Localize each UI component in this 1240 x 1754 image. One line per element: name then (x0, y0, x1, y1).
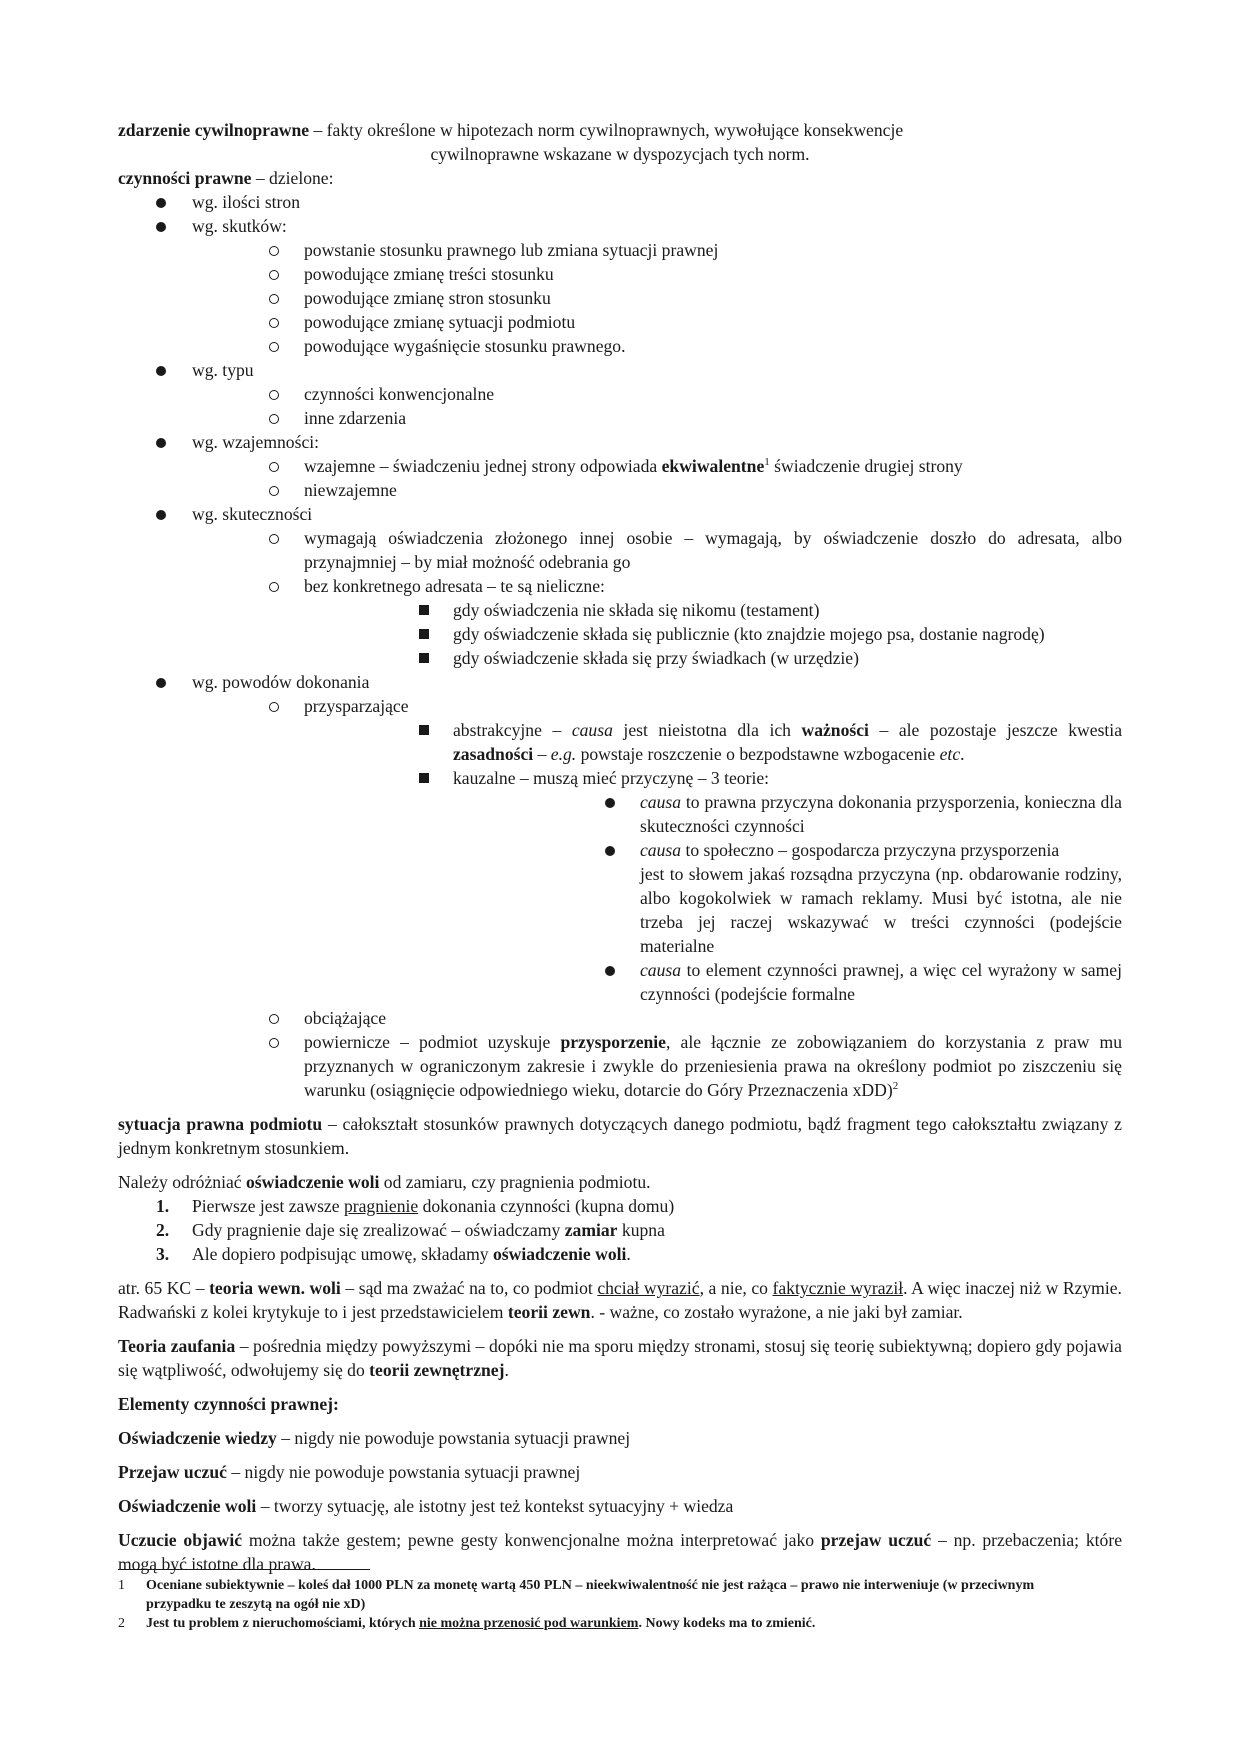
circle-bullet-icon (269, 462, 279, 472)
square-bullet-icon (419, 725, 429, 735)
list-item: obciążające (192, 1006, 1122, 1030)
acts-heading: czynności prawne – dzielone: (118, 168, 334, 188)
footnote-separator (118, 1569, 370, 1570)
list-item: gdy oświadczenie składa się przy świadkach (w urzędzie) (304, 646, 1122, 670)
list-item: niewzajemne (192, 478, 1122, 502)
list-item: abstrakcyjne – causa jest nieistotna dla ich ważności – ale pozostaje jeszcze kwestia zasadności – e.g. powstaje roszczenie o bezpodstawne wzbogacenie etc. (304, 718, 1122, 766)
list-item: powodujące wygaśnięcie stosunku prawnego. (192, 334, 1122, 358)
bullet-icon (156, 678, 166, 688)
bullet-icon (156, 438, 166, 448)
bullet-icon (156, 510, 166, 520)
list-item: bez konkretnego adresata – te są nieliczne: gdy oświadczenia nie składa się nikomu (testament) gdy oświadczenie składa się publicznie (kto znajdzie mojego psa, dostanie nagrodę) gdy oświadczenie składa się przy świadkach (w urzędzie) (192, 574, 1122, 670)
list-item: wg. ilości stron (118, 190, 1122, 214)
intro-paragraph: zdarzenie cywilnoprawne – fakty określone w hipotezach norm cywilnoprawnych, wywołujące konsekwencje (118, 120, 904, 140)
list-item: causa to prawna przyczyna dokonania przysporzenia, konieczna dla skuteczności czynności (453, 790, 1122, 838)
list-item: powodujące zmianę sytuacji podmiotu (192, 310, 1122, 334)
bullet-icon (156, 366, 166, 376)
element-knowledge: Oświadczenie wiedzy – nigdy nie powoduje powstania sytuacji prawnej (118, 1428, 631, 1448)
element-feelings: Przejaw uczuć – nigdy nie powoduje powstania sytuacji prawnej (118, 1462, 581, 1482)
element-gesture: Uczucie objawić można także gestem; pewne gesty konwencjonalne można interpretować jako przejaw uczuć – np. przebaczenia; które mogą być istotne dla prawa. (118, 1530, 1122, 1574)
list-item: przysparzające abstrakcyjne – causa jest nieistotna dla ich ważności – ale pozostaje jeszcze kwestia zasadności – e.g. powstaje roszczenie o bezpodstawne wzbogacenie etc. kauzalne – muszą mieć przyczynę – 3 teorie: causa to prawna przyczyna dokonania przysporzenia, konieczna dla skuteczności czynności causa to społeczno – gospodarcza przyczyna przysporzenia jest to słowem jakaś rozsądna przyczyna (np. obdarowanie rodziny, albo kogokolwiek w ramach reklamy. Musi być istotna, ale nie trzeba jej raczej wskazywać w treści czynności (podejście materialne causa to element czynności prawnej, a więc cel wyrażony w samej czynności (podejście formalne (192, 694, 1122, 1006)
list-item: wg. typu czynności konwencjonalne inne zdarzenia (118, 358, 1122, 430)
square-bullet-icon (419, 629, 429, 639)
elements-heading: Elementy czynności prawnej: (118, 1394, 339, 1414)
square-bullet-icon (419, 653, 429, 663)
circle-bullet-icon (269, 270, 279, 280)
classification-list (118, 190, 1122, 1102)
circle-bullet-icon (269, 582, 279, 592)
art65-paragraph: atr. 65 KC – teoria wewn. woli – sąd ma zważać na to, co podmiot chciał wyrazić, a nie, co faktycznie wyraził. A więc inaczej niż w Rzymie. Radwański z kolei krytykuje to i jest przedstawicielem teorii zewn. - ważne, co zostało wyrażone, a nie jaki był zamiar. (118, 1278, 1122, 1322)
list-item: powodujące zmianę stron stosunku (192, 286, 1122, 310)
list-item: gdy oświadczenia nie składa się nikomu (testament) (304, 598, 1122, 622)
document-page (118, 118, 1122, 1576)
square-bullet-icon (419, 773, 429, 783)
list-item: powodujące zmianę treści stosunku (192, 262, 1122, 286)
list-item: 1. Pierwsze jest zawsze pragnienie dokonania czynności (kupna domu) (156, 1196, 675, 1216)
bullet-icon (605, 846, 615, 856)
bullet-icon (156, 222, 166, 232)
circle-bullet-icon (269, 246, 279, 256)
footnotes (118, 1576, 1078, 1633)
list-item: causa to element czynności prawnej, a więc cel wyrażony w samej czynności (podejście formalne (453, 958, 1122, 1006)
bullet-icon (156, 198, 166, 208)
list-item: causa to społeczno – gospodarcza przyczyna przysporzenia jest to słowem jakaś rozsądna przyczyna (np. obdarowanie rodziny, albo kogokolwiek w ramach reklamy. Musi być istotna, ale nie trzeba jej raczej wskazywać w treści czynności (podejście materialne (453, 838, 1122, 958)
circle-bullet-icon (269, 294, 279, 304)
distinguish-list (118, 1194, 1122, 1266)
list-item: kauzalne – muszą mieć przyczynę – 3 teorie: causa to prawna przyczyna dokonania przysporzenia, konieczna dla skuteczności czynności causa to społeczno – gospodarcza przyczyna przysporzenia jest to słowem jakaś rozsądna przyczyna (np. obdarowanie rodziny, albo kogokolwiek w ramach reklamy. Musi być istotna, ale nie trzeba jej raczej wskazywać w treści czynności (podejście materialne causa to element czynności prawnej, a więc cel wyrażony w samej czynności (podejście formalne (304, 766, 1122, 1006)
square-bullet-icon (419, 605, 429, 615)
bullet-icon (605, 966, 615, 976)
list-item: wg. skutków: powstanie stosunku prawnego lub zmiana sytuacji prawnej powodujące zmianę treści stosunku powodujące zmianę stron stosunku powodujące zmianę sytuacji podmiotu powodujące wygaśnięcie stosunku prawnego. (118, 214, 1122, 358)
list-item: powiernicze – podmiot uzyskuje przysporzenie, ale łącznie ze zobowiązaniem do korzystania z praw mu przyznanych w ograniczonym zakresie i zwykle do przeniesienia prawa na określony podmiot po ziszczeniu się warunku (osiągnięcie odpowiedniego wieku, dotarcie do Góry Przeznaczenia xDD)$^2$ (192, 1030, 1122, 1102)
footnote-ref-2[interactable]: 2 (892, 1080, 899, 1093)
circle-bullet-icon (269, 342, 279, 352)
list-item: wg. skuteczności wymagają oświadczenia złożonego innej osobie – wymagają, by oświadczenie doszło do adresata, albo przynajmniej – by miał możność odebrania go bez konkretnego adresata – te są nieliczne: gdy oświadczenia nie składa się nikomu (testament) gdy oświadczenie składa się publicznie (kto znajdzie mojego psa, dostanie nagrodę) gdy oświadczenie składa się przy świadkach (w urzędzie) (118, 502, 1122, 670)
list-item: wymagają oświadczenia złożonego innej osobie – wymagają, by oświadczenie doszło do adresata, albo przynajmniej – by miał możność odebrania go (192, 526, 1122, 574)
footnote-2: 2 Jest tu problem z nieruchomościami, których nie można przenosić pod warunkiem. Nowy kodeks ma to zmienić. (118, 1616, 816, 1631)
circle-bullet-icon (269, 702, 279, 712)
intro-paragraph-cont: cywilnoprawne wskazane w dyspozycjach tych norm. (430, 144, 810, 164)
circle-bullet-icon (269, 390, 279, 400)
list-item: 2. Gdy pragnienie daje się zrealizować – oświadczamy zamiar kupna (156, 1220, 665, 1240)
list-item: wg. wzajemności: wzajemne – świadczeniu jednej strony odpowiada ekwiwalentne$^1$ świadczenie drugiej strony niewzajemne (118, 430, 1122, 502)
intro-term: zdarzenie cywilnoprawne (118, 120, 310, 140)
distinguish-paragraph: Należy odróżniać oświadczenie woli od zamiaru, czy pragnienia podmiotu. (118, 1172, 651, 1192)
list-item: powstanie stosunku prawnego lub zmiana sytuacji prawnej (192, 238, 1122, 262)
list-item: wg. powodów dokonania przysparzające abstrakcyjne – causa jest nieistotna dla ich ważności – ale pozostaje jeszcze kwestia zasadności – e.g. powstaje roszczenie o bezpodstawne wzbogacenie etc. kauzalne – muszą mieć przyczynę – 3 teorie: causa to prawna przyczyna dokonania przysporzenia, konieczna dla skuteczności czynności causa to społeczno – gospodarcza przyczyna przysporzenia jest to słowem jakaś rozsądna przyczyna (np. obdarowanie rodziny, albo kogokolwiek w ramach reklamy. Musi być istotna, ale nie trzeba jej raczej wskazywać w treści czynności (podejście materialne causa to element czynności prawnej, a więc cel wyrażony w samej czynności (podejście formalne obciążające powiernicze – podmiot uzyskuje przysporzenie, ale łącznie ze zobowiązaniem do korzystania z praw mu przyznanych w ograniczonym zakresie i zwykle do przeniesienia prawa na określony podmiot po ziszczeniu się warunku (osiągnięcie odpowiedniego wieku, dotarcie do Góry Przeznaczenia xDD)$^2$ (118, 670, 1122, 1102)
circle-bullet-icon (269, 414, 279, 424)
footnote-1: 1 Oceniane subiektywnie – koleś dał 1000 PLN za monetę wartą 450 PLN – nieekwiwalentność nie jest rażąca – prawo nie interweniuje (w przeciwnym przypadku te zeszytą na ogół nie xD) (118, 1578, 1035, 1612)
circle-bullet-icon (269, 1014, 279, 1024)
trust-paragraph: Teoria zaufania – pośrednia między powyższymi – dopóki nie ma sporu między stronami, stosuj się teorię subiektywną; dopiero gdy pojawia się wątpliwość, odwołujemy się do teorii zewnętrznej. (118, 1336, 1122, 1380)
circle-bullet-icon (269, 534, 279, 544)
bullet-icon (605, 798, 615, 808)
list-item: inne zdarzenia (192, 406, 1122, 430)
situation-paragraph: sytuacja prawna podmiotu – całokształt stosunków prawnych dotyczących danego podmiotu, bądź fragment tego całokształtu związany z jednym konkretnym stosunkiem. (118, 1114, 1122, 1158)
list-item: 3. Ale dopiero podpisując umowę, składamy oświadczenie woli. (156, 1244, 631, 1264)
circle-bullet-icon (269, 1038, 279, 1048)
circle-bullet-icon (269, 486, 279, 496)
circle-bullet-icon (269, 318, 279, 328)
list-item: czynności konwencjonalne (192, 382, 1122, 406)
list-item: wzajemne – świadczeniu jednej strony odpowiada ekwiwalentne$^1$ świadczenie drugiej strony (192, 454, 1122, 478)
element-will: Oświadczenie woli – tworzy sytuację, ale istotny jest też kontekst sytuacyjny + wiedza (118, 1496, 734, 1516)
list-item: gdy oświadczenie składa się publicznie (kto znajdzie mojego psa, dostanie nagrodę) (304, 622, 1122, 646)
footnote-ref-1[interactable]: 1 (764, 456, 770, 469)
